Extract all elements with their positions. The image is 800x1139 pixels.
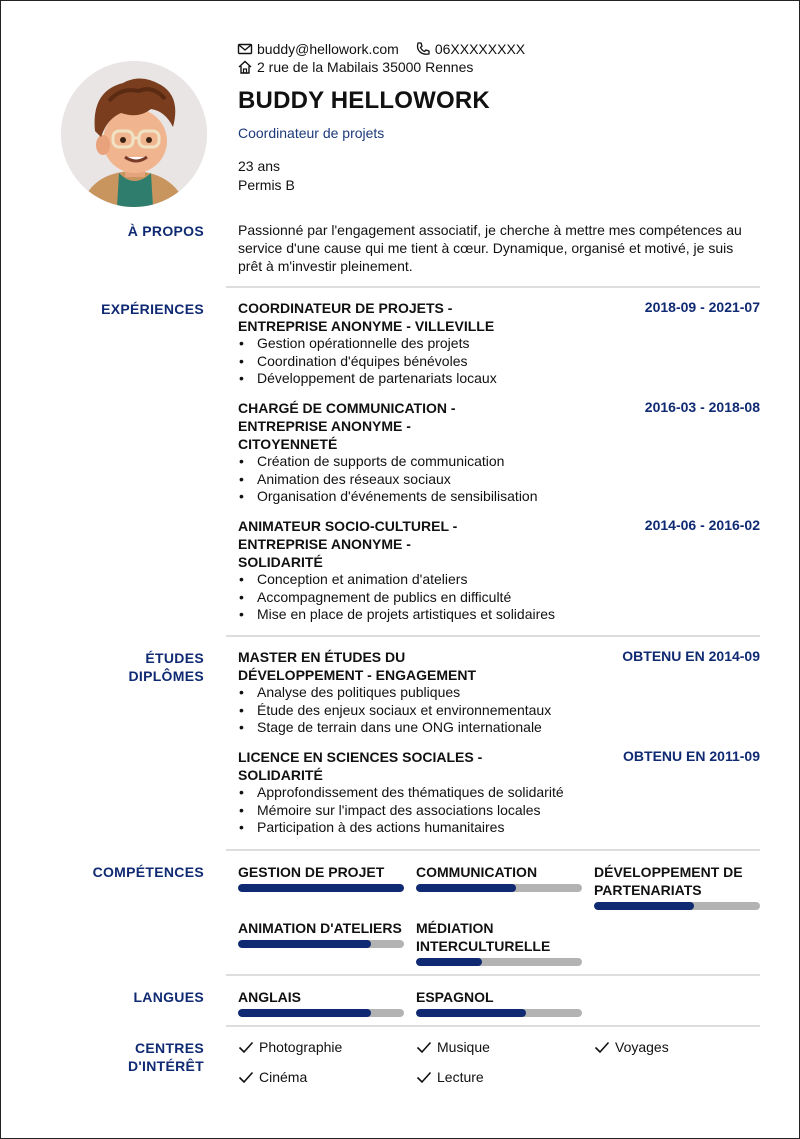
education-title-line: MASTER EN ÉTUDES DU xyxy=(238,649,406,665)
phone-contact[interactable] xyxy=(415,41,525,57)
bullet-item: • Développement de partenariats locaux xyxy=(238,370,760,388)
experience-title-line: SOLIDARITÉ xyxy=(238,554,323,570)
section-label-experiences: EXPÉRIENCES xyxy=(101,301,204,317)
education-title-line: SOLIDARITÉ xyxy=(238,767,323,783)
education-entry xyxy=(238,648,760,737)
check-icon xyxy=(238,1069,254,1085)
avatar xyxy=(61,61,207,207)
language-item xyxy=(416,988,582,1017)
education-title xyxy=(238,748,528,784)
language-bar xyxy=(416,1009,582,1017)
language-item xyxy=(238,988,404,1017)
experience-bullets xyxy=(238,453,760,506)
interest-label: Lecture xyxy=(437,1069,484,1085)
education-bullets xyxy=(238,784,760,837)
experience-title-line: ENTREPRISE ANONYME - xyxy=(238,418,411,434)
age: 23 ans xyxy=(238,158,281,174)
phone-text: 06XXXXXXXX xyxy=(434,41,526,57)
section-label-line: CENTRES xyxy=(135,1040,204,1056)
experience-title-line: CITOYENNETÉ xyxy=(238,436,338,452)
home-icon xyxy=(237,59,253,75)
check-icon xyxy=(416,1039,432,1055)
skill-name xyxy=(238,919,404,937)
experience-title-line: CHARGÉ DE COMMUNICATION - xyxy=(238,400,456,416)
candidate-name: BUDDY HELLOWORK xyxy=(238,87,490,114)
skill-name-line: GESTION DE PROJET xyxy=(238,864,385,880)
experience-entry xyxy=(238,517,760,624)
interest-label: Voyages xyxy=(615,1039,669,1055)
bullet-item: • Création de supports de communication xyxy=(238,453,760,471)
interest-label: Photographie xyxy=(259,1039,343,1055)
education-dates: OBTENU EN 2014-09 xyxy=(622,648,760,664)
experience-title xyxy=(238,399,528,453)
interest-item xyxy=(416,1069,484,1085)
language-bar-fill xyxy=(238,1009,371,1017)
avatar-illustration xyxy=(61,61,207,207)
section-label-skills: COMPÉTENCES xyxy=(92,864,204,880)
skill-bar-fill xyxy=(238,940,371,948)
interest-item xyxy=(594,1039,669,1055)
experience-dates: 2014-06 - 2016-02 xyxy=(644,517,760,533)
education-bullets xyxy=(238,684,760,737)
section-label-line: ÉTUDES xyxy=(145,650,204,666)
section-label-line: DIPLÔMES xyxy=(128,668,204,684)
section-label-interests xyxy=(128,1039,204,1075)
skill-name xyxy=(416,863,582,881)
skill-item xyxy=(238,863,404,892)
experience-bullets xyxy=(238,335,760,388)
skill-name xyxy=(416,919,582,955)
bullet-item: • Étude des enjeux sociaux et environnementaux xyxy=(238,702,760,720)
education-title-line: DÉVELOPPEMENT - ENGAGEMENT xyxy=(238,667,477,683)
experience-entry xyxy=(238,399,760,506)
skill-bar-fill xyxy=(238,884,404,892)
experience-title-line: ENTREPRISE ANONYME - xyxy=(238,536,411,552)
bullet-item: • Stage de terrain dans une ONG internationale xyxy=(238,719,760,737)
email-text: buddy@hellowork.com xyxy=(257,41,399,57)
experience-title-line: COORDINATEUR DE PROJETS - xyxy=(238,300,453,316)
skill-item xyxy=(238,919,404,948)
interest-label: Cinéma xyxy=(259,1069,308,1085)
bullet-item: • Animation des réseaux sociaux xyxy=(238,471,760,489)
contact-row-2 xyxy=(237,59,489,75)
divider xyxy=(226,635,760,637)
education-title-line: LICENCE EN SCIENCES SOCIALES - xyxy=(238,749,483,765)
interest-item xyxy=(238,1069,307,1085)
address-text: 2 rue de la Mabilais 35000 Rennes xyxy=(257,59,474,75)
section-label-languages: LANGUES xyxy=(133,989,204,1005)
divider xyxy=(226,1025,760,1027)
check-icon xyxy=(416,1069,432,1085)
skill-name xyxy=(594,863,760,899)
skill-bar-fill xyxy=(594,902,694,910)
divider xyxy=(226,286,760,288)
contact-row-1 xyxy=(237,41,541,57)
skill-item xyxy=(416,919,582,966)
phone-icon xyxy=(415,41,431,57)
education-dates: OBTENU EN 2011-09 xyxy=(623,748,760,764)
skill-name-line: INTERCULTURELLE xyxy=(416,938,551,954)
bullet-item: • Accompagnement de publics en difficulté xyxy=(238,589,760,607)
interest-label: Musique xyxy=(437,1039,490,1055)
skill-name xyxy=(238,863,404,881)
language-bar xyxy=(238,1009,404,1017)
job-title: Coordinateur de projets xyxy=(238,125,385,141)
bullet-item: • Mise en place de projets artistiques et solidaires xyxy=(238,606,760,624)
section-label-education xyxy=(128,649,204,685)
experience-bullets xyxy=(238,571,760,624)
check-icon xyxy=(594,1039,610,1055)
experience-title-line: ENTREPRISE ANONYME - VILLEVILLE xyxy=(238,318,495,334)
language-name: ESPAGNOL xyxy=(416,989,494,1005)
skill-name-line: DÉVELOPPEMENT DE xyxy=(594,864,743,880)
skill-bar-fill xyxy=(416,884,516,892)
experience-title-line: ANIMATEUR SOCIO-CULTUREL - xyxy=(238,518,458,534)
bullet-item: • Gestion opérationnelle des projets xyxy=(238,335,760,353)
skill-item xyxy=(416,863,582,892)
email-contact[interactable] xyxy=(237,41,399,57)
experience-title xyxy=(238,299,528,335)
language-name: ANGLAIS xyxy=(238,989,301,1005)
section-label-line: D'INTÉRÊT xyxy=(127,1058,204,1074)
bullet-item: • Conception et animation d'ateliers xyxy=(238,571,760,589)
skill-name-line: PARTENARIATS xyxy=(594,882,702,898)
interest-item xyxy=(238,1039,342,1055)
skill-bar xyxy=(416,884,582,892)
experience-title xyxy=(238,517,528,571)
bullet-item: • Approfondissement des thématiques de solidarité xyxy=(238,784,760,802)
skill-bar xyxy=(594,902,760,910)
bullet-item: • Coordination d'équipes bénévoles xyxy=(238,353,760,371)
section-label-about: À PROPOS xyxy=(127,223,204,239)
experience-entry xyxy=(238,299,760,388)
experience-dates: 2018-09 - 2021-07 xyxy=(644,299,760,315)
skill-name-line: COMMUNICATION xyxy=(416,864,538,880)
skill-bar xyxy=(416,958,582,966)
bullet-item: • Participation à des actions humanitaires xyxy=(238,819,760,837)
bullet-item: • Analyse des politiques publiques xyxy=(238,684,760,702)
driving-license: Permis B xyxy=(238,177,295,193)
interest-item xyxy=(416,1039,490,1055)
skill-bar-fill xyxy=(416,958,482,966)
bullet-item: • Mémoire sur l'impact des associations locales xyxy=(238,802,760,820)
skill-bar xyxy=(238,940,404,948)
skill-item xyxy=(594,863,760,910)
skill-name-line: MÉDIATION xyxy=(416,920,494,936)
address-contact xyxy=(237,59,473,75)
bullet-item: • Organisation d'événements de sensibilisation xyxy=(238,488,760,506)
divider xyxy=(226,849,760,851)
education-title xyxy=(238,648,528,684)
education-entry xyxy=(238,748,760,837)
skill-bar xyxy=(238,884,404,892)
check-icon xyxy=(238,1039,254,1055)
skill-name-line: ANIMATION D'ATELIERS xyxy=(238,920,402,936)
about-text: Passionné par l'engagement associatif, je cherche à mettre mes compétences au service d'une cause qui me tient à cœur. Dynamique, organisé et motivé, je suis prêt à m'investir pleinement. xyxy=(238,222,742,274)
divider xyxy=(226,974,760,976)
experience-dates: 2016-03 - 2018-08 xyxy=(644,399,760,415)
envelope-icon xyxy=(237,41,253,57)
language-bar-fill xyxy=(416,1009,526,1017)
